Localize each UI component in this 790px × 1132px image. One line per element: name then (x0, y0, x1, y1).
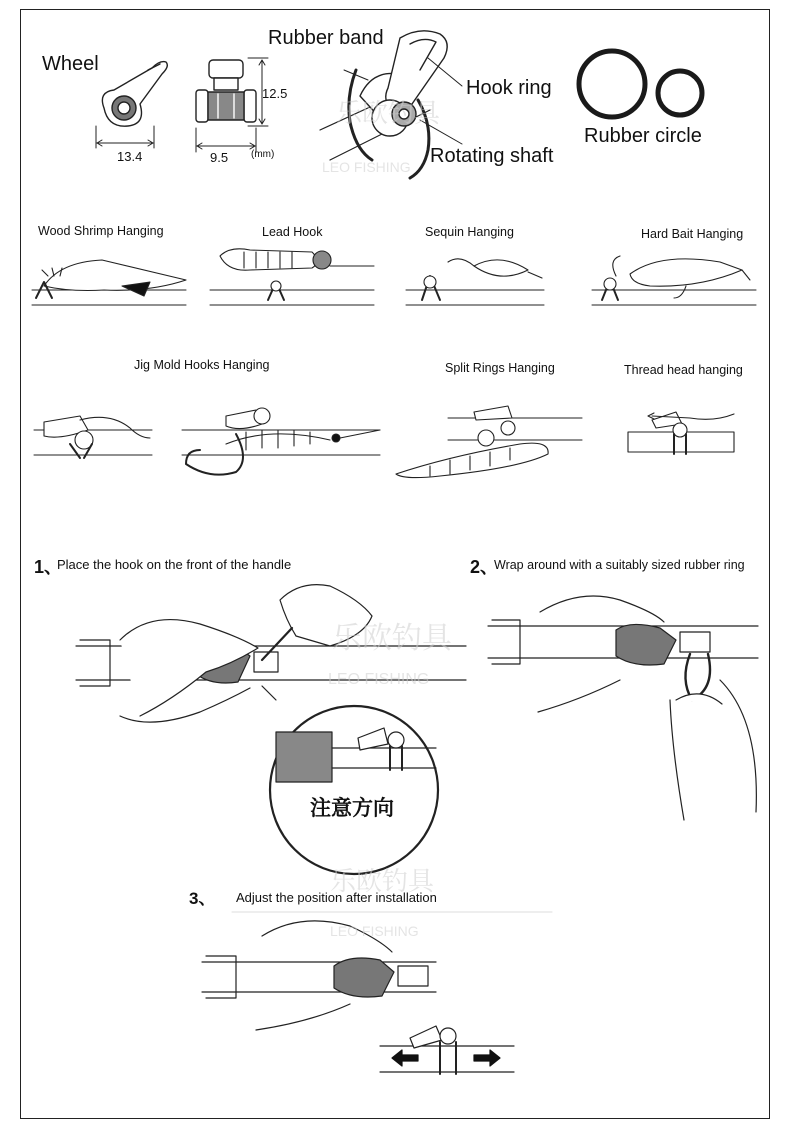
step3-number: 3、 (189, 889, 216, 908)
dimension-height: 12.5 (262, 86, 288, 101)
step1-number: 1、 (34, 557, 63, 577)
use-label-jig-mold: Jig Mold Hooks Hanging (134, 358, 270, 372)
label-rubber-circle: Rubber circle (584, 125, 702, 147)
watermark-cn-bottom: 乐欧钓具 (330, 866, 435, 896)
use-label-lead-hook: Lead Hook (262, 225, 323, 239)
wheel-front-view (196, 58, 268, 152)
rubber-circle-small (658, 71, 702, 115)
use-label-split-rings: Split Rings Hanging (445, 361, 555, 375)
use-hard-bait (592, 256, 756, 305)
use-split-rings (396, 406, 582, 478)
use-wood-shrimp (32, 260, 186, 305)
label-rotating-shaft: Rotating shaft (430, 145, 554, 167)
dimension-width: 13.4 (117, 149, 143, 164)
label-wheel: Wheel (42, 53, 99, 75)
watermark-cn-mid: 乐欧钓具 (332, 622, 452, 655)
step2-illustration (488, 596, 758, 820)
use-lead-hook (210, 249, 374, 305)
use-jig-mold-hooks (34, 408, 380, 475)
use-label-hard-bait: Hard Bait Hanging (641, 227, 744, 241)
callout-direction-note: 注意方向 (310, 797, 394, 820)
rubber-circle-large (579, 51, 645, 117)
label-hook-ring: Hook ring (466, 77, 552, 99)
step3-text: Adjust the position after installation (236, 890, 437, 905)
watermark-en-top: LEO FISHING (322, 159, 411, 175)
use-sequin (406, 259, 544, 305)
use-label-thread-head: Thread head hanging (624, 363, 743, 377)
watermark-en-bottom: LEO FISHING (330, 923, 419, 939)
step1-text: Place the hook on the front of the handle (57, 557, 292, 572)
step2-number: 2、 (470, 557, 499, 577)
use-label-wood-shrimp: Wood Shrimp Hanging (38, 224, 164, 238)
use-thread-head (628, 412, 734, 454)
watermark-en-mid: LEO FISHING (328, 671, 430, 688)
label-rubber-band: Rubber band (268, 27, 384, 49)
dimension-unit: (mm) (251, 149, 275, 160)
step2-text: Wrap around with a suitably sized rubber ring (494, 558, 745, 572)
wheel-side-view (96, 62, 167, 148)
use-label-sequin: Sequin Hanging (425, 225, 514, 239)
dimension-depth: 9.5 (210, 150, 229, 165)
watermark-cn-top: 乐欧钓具 (336, 98, 441, 128)
